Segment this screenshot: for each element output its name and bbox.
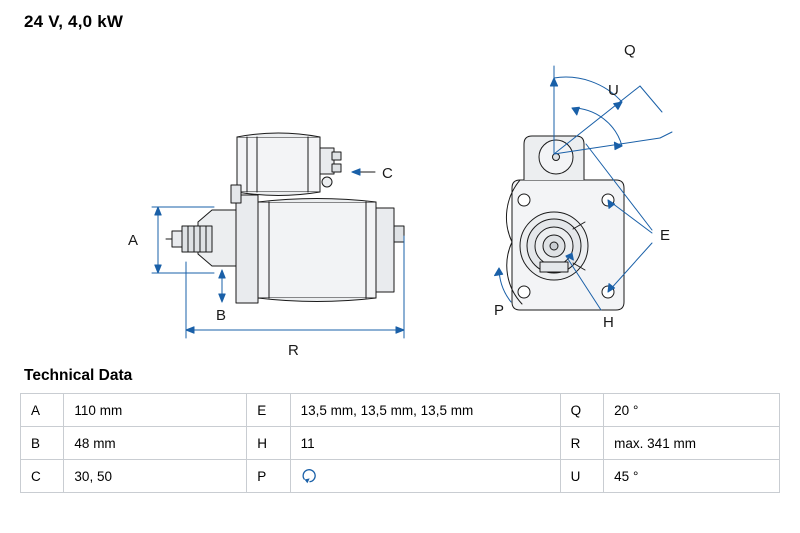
page-title: 24 V, 4,0 kW: [24, 12, 124, 31]
table-row: [21, 394, 780, 427]
row-key-r: R: [560, 427, 604, 460]
row-value-e: 13,5 mm, 13,5 mm, 13,5 mm: [290, 394, 560, 427]
row-value-u: 45 °: [604, 460, 780, 493]
label-e: E: [660, 227, 671, 244]
label-q: Q: [624, 42, 636, 59]
label-b: B: [216, 307, 227, 324]
rotation-arrow-p: [495, 268, 512, 302]
row-value-c: 30, 50: [64, 460, 247, 493]
row-key-h: H: [247, 427, 290, 460]
technical-data-table: [20, 393, 780, 493]
label-h: H: [603, 314, 614, 331]
side-view-motor: [237, 133, 375, 196]
label-a: A: [128, 232, 139, 249]
table-row: [21, 460, 780, 493]
row-value-a: 110 mm: [64, 394, 247, 427]
technical-data-heading: Technical Data: [24, 367, 133, 384]
dimension-b: [219, 270, 225, 302]
label-p: P: [494, 302, 505, 319]
row-value-b: 48 mm: [64, 427, 247, 460]
table-row: [21, 427, 780, 460]
row-key-p: P: [247, 460, 290, 493]
row-key-b: B: [21, 427, 64, 460]
row-value-q: 20 °: [604, 394, 780, 427]
label-c: C: [382, 165, 393, 182]
row-key-c: C: [21, 460, 64, 493]
row-value-p: [290, 460, 560, 493]
end-view-flange: [506, 136, 624, 310]
side-view-housing: [166, 185, 404, 303]
row-key-e: E: [247, 394, 290, 427]
row-value-h: 11: [290, 427, 560, 460]
row-value-r: max. 341 mm: [604, 427, 780, 460]
row-key-q: Q: [560, 394, 604, 427]
technical-drawing: [0, 30, 800, 360]
row-key-u: U: [560, 460, 604, 493]
label-r: R: [288, 342, 299, 359]
rotation-direction-icon: [301, 468, 319, 484]
row-key-a: A: [21, 394, 64, 427]
label-u: U: [608, 82, 619, 99]
